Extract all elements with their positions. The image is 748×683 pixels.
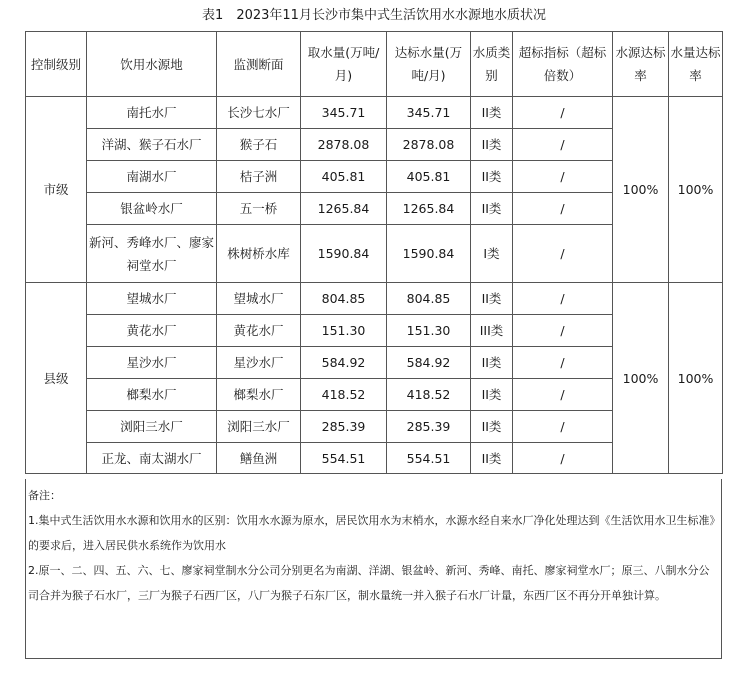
cell-intake: 804.85: [301, 283, 387, 315]
header-source-rate: 水源达标率: [613, 32, 669, 97]
cell-category: II类: [471, 379, 513, 411]
cell-intake: 345.71: [301, 97, 387, 129]
header-compliant: 达标水量(万吨/月): [387, 32, 471, 97]
cell-category: II类: [471, 411, 513, 443]
cell-exceed: /: [513, 283, 613, 315]
cell-level: 市级: [26, 97, 87, 283]
cell-exceed: /: [513, 315, 613, 347]
table-row: [26, 97, 723, 129]
header-row: [26, 32, 723, 97]
cell-source: 星沙水厂: [87, 347, 217, 379]
cell-source: 浏阳三水厂: [87, 411, 217, 443]
cell-source-rate: 100%: [613, 283, 669, 474]
cell-compliant: 804.85: [387, 283, 471, 315]
header-category: 水质类别: [471, 32, 513, 97]
cell-section: 望城水厂: [217, 283, 301, 315]
cell-compliant: 1265.84: [387, 193, 471, 225]
cell-category: I类: [471, 225, 513, 283]
cell-category: II类: [471, 347, 513, 379]
cell-intake: 418.52: [301, 379, 387, 411]
cell-section: 浏阳三水厂: [217, 411, 301, 443]
note-item: 2.原一、二、四、五、六、七、廖家祠堂制水分公司分别更名为南湖、洋湖、银盆岭、新河、秀峰、南托、廖家祠堂水厂；原三、八制水分公司合并为猴子石水厂，三厂为猴子石西厂区，八厂为猴子石东厂区，制水量统一并入猴子石水厂计量，东西厂区不再分开单独计算。: [28, 564, 710, 602]
cell-category: II类: [471, 193, 513, 225]
cell-exceed: /: [513, 411, 613, 443]
cell-source: 榔梨水厂: [87, 379, 217, 411]
header-intake: 取水量(万吨/月): [301, 32, 387, 97]
cell-compliant: 1590.84: [387, 225, 471, 283]
cell-category: II类: [471, 129, 513, 161]
cell-source: 银盆岭水厂: [87, 193, 217, 225]
cell-section: 鳝鱼洲: [217, 443, 301, 474]
cell-volume-rate: 100%: [669, 283, 723, 474]
cell-intake: 1590.84: [301, 225, 387, 283]
cell-section: 桔子洲: [217, 161, 301, 193]
cell-exceed: /: [513, 347, 613, 379]
header-exceed: 超标指标（超标倍数）: [513, 32, 613, 97]
cell-exceed: /: [513, 443, 613, 474]
cell-exceed: /: [513, 379, 613, 411]
cell-section: 黄花水厂: [217, 315, 301, 347]
cell-exceed: /: [513, 193, 613, 225]
cell-exceed: /: [513, 161, 613, 193]
cell-section: 五一桥: [217, 193, 301, 225]
cell-source: 洋湖、猴子石水厂: [87, 129, 217, 161]
cell-compliant: 2878.08: [387, 129, 471, 161]
cell-source: 正龙、南太湖水厂: [87, 443, 217, 474]
cell-section: 猴子石: [217, 129, 301, 161]
cell-category: II类: [471, 443, 513, 474]
cell-source: 望城水厂: [87, 283, 217, 315]
cell-category: II类: [471, 161, 513, 193]
cell-source: 新河、秀峰水厂、廖家祠堂水厂: [87, 225, 217, 283]
water-quality-table: [25, 31, 723, 474]
header-section: 监测断面: [217, 32, 301, 97]
cell-source: 南托水厂: [87, 97, 217, 129]
cell-intake: 405.81: [301, 161, 387, 193]
cell-intake: 285.39: [301, 411, 387, 443]
cell-exceed: /: [513, 129, 613, 161]
cell-category: III类: [471, 315, 513, 347]
cell-section: 榔梨水厂: [217, 379, 301, 411]
cell-intake: 151.30: [301, 315, 387, 347]
cell-source: 南湖水厂: [87, 161, 217, 193]
table-title: 表1 2023年11月长沙市集中式生活饮用水水源地水质状况: [202, 8, 546, 23]
cell-compliant: 418.52: [387, 379, 471, 411]
cell-category: II类: [471, 283, 513, 315]
notes-box: [25, 479, 722, 659]
table-body: [26, 32, 723, 474]
header-source: 饮用水源地: [87, 32, 217, 97]
cell-exceed: /: [513, 97, 613, 129]
cell-compliant: 405.81: [387, 161, 471, 193]
notes-heading: 备注：: [28, 489, 61, 502]
cell-compliant: 285.39: [387, 411, 471, 443]
cell-source: 黄花水厂: [87, 315, 217, 347]
cell-volume-rate: 100%: [669, 97, 723, 283]
cell-compliant: 151.30: [387, 315, 471, 347]
cell-section: 株树桥水库: [217, 225, 301, 283]
table-row: [26, 283, 723, 315]
note-item: 1.集中式生活饮用水水源和饮用水的区别：饮用水水源为原水，居民饮用水为末梢水，水源水经自来水厂净化处理达到《生活饮用水卫生标准》的要求后，进入居民供水系统作为饮用水: [28, 514, 715, 552]
cell-level: 县级: [26, 283, 87, 474]
cell-intake: 1265.84: [301, 193, 387, 225]
cell-compliant: 345.71: [387, 97, 471, 129]
cell-exceed: /: [513, 225, 613, 283]
cell-intake: 2878.08: [301, 129, 387, 161]
header-level: 控制级别: [26, 32, 87, 97]
cell-compliant: 554.51: [387, 443, 471, 474]
cell-section: 星沙水厂: [217, 347, 301, 379]
cell-intake: 584.92: [301, 347, 387, 379]
header-volume-rate: 水量达标率: [669, 32, 723, 97]
cell-intake: 554.51: [301, 443, 387, 474]
cell-category: II类: [471, 97, 513, 129]
cell-section: 长沙七水厂: [217, 97, 301, 129]
cell-compliant: 584.92: [387, 347, 471, 379]
cell-source-rate: 100%: [613, 97, 669, 283]
